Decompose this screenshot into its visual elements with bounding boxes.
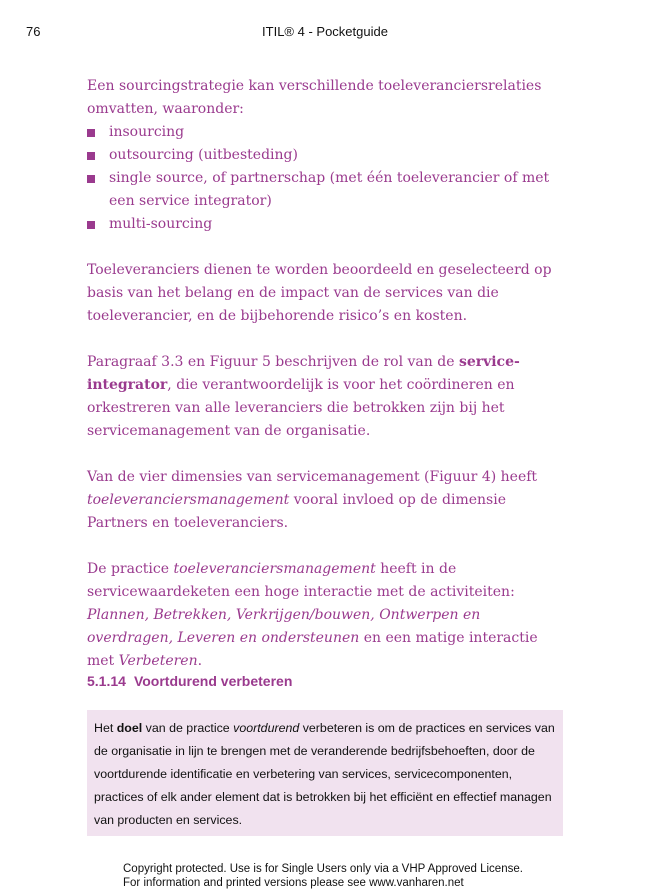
bullet-square-icon (87, 221, 95, 229)
copyright-line: Copyright protected. Use is for Single Users only via a VHP Approved License. (123, 863, 523, 875)
bullet-square-icon (87, 175, 95, 183)
list-item (87, 167, 567, 213)
paragraph-dimensions: Van de vier dimensies van servicemanagement (Figuur 4) heeft toeleveranciersmanagement vooral invloed op de dimensie Partners en toeleveranciers. (87, 469, 538, 531)
section-number: 5.1.14 (87, 673, 126, 689)
list-item-text: insourcing (109, 124, 185, 140)
term-voortdurend: voortdurend (233, 721, 300, 735)
paragraph-service-integrator: Paragraaf 3.3 en Figuur 5 beschrijven de rol van de service-integrator, die verantwoordelijk is voor het coördineren en orkestreren van alle leveranciers die betrokken zijn bij het servicemanagement van de organisatie. (87, 354, 520, 439)
sourcing-list (87, 121, 567, 236)
paragraph-value-chain: De practice toeleveranciersmanagement heeft in de servicewaardeketen een hoge interactie met de activiteiten: Plannen, Betrekken, Verkrijgen/bouwen, Ontwerpen en overdragen, Leveren en ondersteunen en een matige interactie met Verbeteren. (87, 561, 538, 669)
running-title: ITIL® 4 - Pocketguide (262, 24, 388, 39)
bullet-square-icon (87, 152, 95, 160)
paragraph-sourcing-intro: Een sourcingstrategie kan verschillende toeleveranciersrelaties omvatten, waaronder: (87, 78, 542, 117)
list-item-text: multi-sourcing (109, 216, 213, 232)
term-toeleveranciersmanagement: toeleveranciersmanagement (87, 492, 290, 508)
section-heading (87, 673, 292, 689)
list-item (87, 144, 567, 167)
list-item (87, 121, 567, 144)
page-number: 76 (26, 24, 41, 39)
list-item-text: single source, of partnerschap (met één toeleverancier of met een service integrator) (109, 170, 550, 209)
section-title: Voortdurend verbeteren (133, 673, 293, 689)
body-text (87, 75, 567, 696)
list-item (87, 213, 567, 236)
list-item-text: outsourcing (uitbesteding) (109, 147, 298, 163)
page-header (0, 24, 650, 44)
term-service-integrator: service-integrator (87, 354, 520, 393)
purpose-box: Het doel van de practice voortdurend verbeteren is om de practices en services van de organisatie in lijn te brengen met de veranderende bedrijfsbehoeften, door de voortdurende identificatie en verbetering van services, servicecomponenten, practices of elk ander element dat is betrokken bij het efficiënt en effectief managen van producten en services. (87, 710, 563, 836)
term-doel: doel (116, 721, 143, 735)
bullet-square-icon (87, 129, 95, 137)
website-line: For information and printed versions please see www.vanharen.net (123, 877, 464, 889)
paragraph-assessment: Toeleveranciers dienen te worden beoordeeld en geselecteerd op basis van het belang en de impact van de services van die toeleverancier, en de bijbehorende risico’s en kosten. (87, 262, 552, 324)
copyright-footer (123, 862, 523, 890)
